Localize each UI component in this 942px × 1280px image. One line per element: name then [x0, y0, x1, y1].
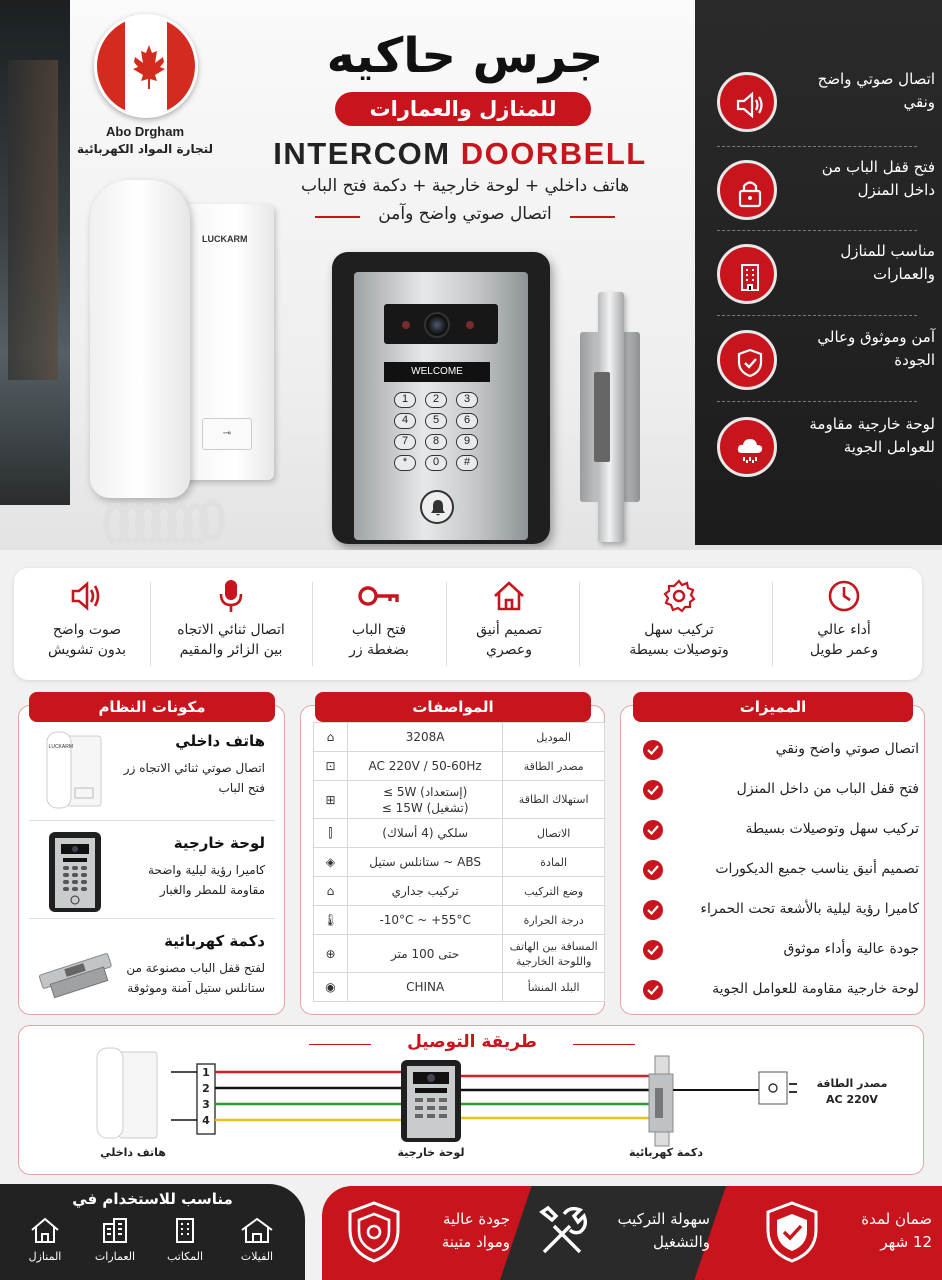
keypad-key: 5	[425, 413, 447, 429]
speaker-icon	[734, 89, 766, 121]
strip-item	[314, 578, 444, 674]
strip-line-1: تركيب سهل	[644, 622, 714, 638]
keypad-key: 9	[456, 434, 478, 450]
feature-check-item	[633, 938, 919, 962]
subtitle-pill: للمنازل والعمارات	[335, 92, 591, 126]
specs-box	[300, 698, 605, 1015]
spec-value: ABS ~ ستانلس ستيل	[347, 848, 502, 877]
brand-block	[60, 124, 230, 156]
spec-key: وضع التركيب	[503, 877, 605, 906]
strip-item	[594, 578, 764, 674]
wiring-label-panel: لوحة خارجية	[397, 1146, 465, 1159]
strip-line-2: وتوصيلات بسيطة	[629, 642, 729, 658]
keypad-key: 8	[425, 434, 447, 450]
feature-text: فتح قفل الباب من داخل المنزل	[736, 781, 919, 797]
power-label-line-2: AC 220V	[826, 1093, 878, 1106]
benefits-strip	[14, 568, 922, 680]
spec-row	[314, 848, 605, 877]
warranty-shield-icon	[764, 1200, 820, 1264]
house-icon	[491, 578, 527, 614]
guarantee-line-1: ضمان لمدة	[861, 1210, 932, 1228]
specs-table	[313, 722, 605, 1002]
english-title-word-1: INTERCOM	[273, 136, 451, 171]
feature-text: تركيب سهل وتوصيلات بسيطة	[745, 821, 919, 837]
feature-text: كاميرا رؤية ليلية بالأشعة تحت الحمراء	[700, 901, 919, 917]
component-desc: اتصال صوتي ثنائي الاتجاه زر فتح الباب	[123, 761, 265, 795]
villa-icon	[240, 1216, 274, 1244]
strip-line-1: صوت واضح	[52, 622, 122, 638]
electric-lock-image	[580, 292, 646, 544]
spec-key: درجة الحرارة	[503, 906, 605, 935]
strip-line-2: بدون تشويش	[47, 642, 127, 658]
spec-value: حتى 100 متر	[347, 935, 502, 973]
features-box-title: المميزات	[633, 692, 913, 722]
component-item	[29, 822, 277, 920]
spec-row	[314, 723, 605, 752]
spec-row	[314, 935, 605, 973]
feature-check-item	[633, 898, 919, 922]
key-icon	[357, 578, 401, 614]
camera-lens-icon	[424, 312, 450, 338]
spec-value-line-1: (إستعداد) 5W ≥	[382, 784, 468, 799]
gear-icon	[661, 578, 697, 614]
component-title: دكمة كهربائية	[164, 932, 265, 950]
component-title: لوحة خارجية	[173, 834, 265, 852]
side-feature-label: فتح قفل الباب من داخل المنزل	[821, 158, 935, 199]
usage-item	[88, 1216, 142, 1263]
spec-value: سلكي (4 أسلاك)	[347, 819, 502, 848]
spec-value: تركيب جداري	[347, 877, 502, 906]
tag-icon: ⌂	[314, 723, 348, 752]
microphone-icon	[213, 578, 249, 614]
lock-icon	[734, 177, 766, 209]
side-feature-label: لوحة خارجية مقاومة للعوامل الجوية	[809, 415, 935, 456]
power-label-line-1: مصدر الطاقة	[816, 1077, 888, 1090]
coiled-cord	[96, 490, 236, 550]
usage-item	[18, 1216, 72, 1263]
rain-cloud-icon	[734, 434, 766, 466]
usage-item	[158, 1216, 212, 1263]
guarantee-text	[836, 1208, 932, 1254]
english-title-word-2: DOORBELL	[460, 136, 647, 171]
guarantee-line-1: سهولة التركيب	[617, 1210, 710, 1228]
usage-panel	[0, 1184, 305, 1280]
guarantee-line-2: والتشغيل	[652, 1233, 710, 1251]
terminal-2: 2	[202, 1082, 210, 1095]
voice-tagline-text: اتصال صوتي واضح وآمن	[378, 204, 552, 224]
terminal-1: 1	[202, 1066, 210, 1079]
guarantee-bar	[322, 1186, 942, 1280]
hero-section	[0, 0, 942, 550]
guarantee-line-2: ومواد متينة	[441, 1233, 510, 1251]
usage-label: الفيلات	[240, 1250, 274, 1263]
panel-welcome-label: WELCOME	[384, 362, 490, 382]
component-desc: لفتح قفل الباب مصنوعة من ستانلس ستيل آمنة وموثوقة	[126, 961, 265, 995]
feature-check-item	[633, 818, 919, 842]
voice-tagline	[315, 204, 615, 228]
feature-text: جودة عالية وأداء موثوق	[783, 941, 919, 957]
guarantee-line-1: جودة عالية	[443, 1210, 510, 1228]
indoor-handset-image	[90, 180, 275, 500]
strip-item	[152, 578, 310, 674]
spec-value-multiline	[347, 781, 502, 819]
door-release-key-icon: ⊸	[202, 418, 252, 450]
outdoor-panel-image	[332, 252, 550, 544]
feature-check-item	[633, 738, 919, 762]
feature-check-item	[633, 778, 919, 802]
bell-icon	[430, 499, 446, 517]
strip-line-1: أداء عالي	[817, 622, 871, 638]
strip-line-2: بين الزائر والمقيم	[179, 642, 283, 658]
side-feature-item	[695, 148, 942, 234]
office-icon	[170, 1216, 200, 1244]
material-icon: ◈	[314, 848, 348, 877]
side-feature-item	[695, 232, 942, 318]
keypad-key: 3	[456, 392, 478, 408]
maple-leaf-icon	[131, 43, 167, 91]
wiring-label-power	[807, 1076, 897, 1108]
side-feature-label: اتصال صوتي واضح ونقي	[817, 70, 935, 111]
strip-item	[444, 578, 574, 674]
power-icon: ⊞	[314, 781, 348, 819]
feature-text: تصميم أنيق يناسب جميع الديكورات	[715, 861, 919, 877]
spec-key: الاتصال	[503, 819, 605, 848]
keypad-key: 1	[394, 392, 416, 408]
keypad-key: *	[394, 455, 416, 471]
feature-text: لوحة خارجية مقاومة للعوامل الجوية	[712, 981, 919, 997]
tools-icon	[534, 1200, 590, 1264]
component-item	[29, 920, 277, 1018]
side-feature-item	[695, 60, 942, 146]
components-box	[18, 698, 285, 1015]
svg-text:LUCKARM: LUCKARM	[48, 744, 73, 750]
page-title: جرس حاكيه	[326, 28, 604, 84]
brand-name: Abo Drgham	[106, 124, 184, 139]
guarantee-item	[332, 1186, 512, 1280]
clock-icon	[826, 578, 862, 614]
strip-line-1: تصميم أنيق	[476, 622, 542, 638]
wire-icon: ⫿	[314, 819, 348, 848]
terminal-3: 3	[202, 1098, 210, 1111]
component-item	[29, 720, 277, 818]
building-icon	[100, 1216, 130, 1244]
wiring-lock-icon	[649, 1056, 673, 1146]
spec-row	[314, 877, 605, 906]
panel-keypad	[394, 392, 484, 471]
features-box	[620, 698, 925, 1015]
wiring-title: طريقة التوصيل	[407, 1032, 537, 1052]
component-desc: كاميرا رؤية ليلية واضحة مقاومة للمطر والغبار	[148, 863, 265, 897]
keypad-key: 6	[456, 413, 478, 429]
feature-check-item	[633, 858, 919, 882]
spec-key: المسافة بين الهاتف واللوحة الخارجية	[503, 935, 605, 973]
spec-key: استهلاك الطاقة	[503, 781, 605, 819]
spec-row	[314, 906, 605, 935]
spec-value-line-2: (تشغيل) 15W ≥	[381, 800, 469, 815]
handset-thumbnail	[37, 730, 113, 810]
strip-item	[28, 578, 146, 674]
english-title	[250, 136, 670, 172]
usage-item	[230, 1216, 284, 1263]
usage-label: العمارات	[94, 1250, 136, 1263]
guarantee-item	[522, 1186, 712, 1280]
keypad-key: #	[456, 455, 478, 471]
distance-icon: ⊕	[314, 935, 348, 973]
strip-line-2: وعصري	[486, 642, 532, 658]
plug-icon: ⊡	[314, 752, 348, 781]
terminal-4: 4	[202, 1114, 210, 1127]
wiring-panel-icon	[401, 1060, 461, 1142]
thermometer-icon: 🌡︎	[314, 906, 348, 935]
electric-lock-thumbnail	[37, 930, 113, 1010]
spec-row	[314, 819, 605, 848]
spec-key: مصدر الطاقة	[503, 752, 605, 781]
feature-check-item	[633, 978, 919, 1002]
spec-value: 3208A	[347, 723, 502, 752]
spec-value: AC 220V / 50-60Hz	[347, 752, 502, 781]
guarantee-item	[752, 1186, 942, 1280]
wiring-label-handset: هاتف داخلي	[100, 1146, 166, 1159]
side-feature-label: مناسب للمنازل والعمارات	[840, 242, 935, 283]
keypad-key: 0	[425, 455, 447, 471]
house-icon: ⌂	[314, 877, 348, 906]
keypad-key: 2	[425, 392, 447, 408]
guarantee-line-2: 12 شهر	[880, 1233, 932, 1251]
spec-row	[314, 973, 605, 1002]
components-box-title: مكونات النظام	[29, 692, 275, 722]
spec-value: CHINA	[347, 973, 502, 1002]
spec-key: الموديل	[503, 723, 605, 752]
guarantee-text	[604, 1208, 710, 1254]
handset-logo: LUCKARM	[202, 234, 248, 244]
keypad-key: 7	[394, 434, 416, 450]
side-feature-item	[695, 318, 942, 404]
bell-button	[420, 490, 454, 524]
home-icon	[30, 1216, 60, 1244]
component-title: هاتف داخلي	[175, 732, 265, 750]
strip-item	[774, 578, 914, 674]
specs-box-title: المواصفات	[315, 692, 591, 722]
usage-label: المنازل	[28, 1250, 62, 1263]
shield-check-icon	[734, 347, 766, 379]
wiring-diagram	[18, 1025, 924, 1175]
canada-flag-logo	[94, 14, 198, 118]
spec-row	[314, 752, 605, 781]
kit-contents: هاتف داخلي + لوحة خارجية + دكمة فتح الباب	[300, 176, 630, 196]
strip-line-1: اتصال ثنائي الاتجاه	[177, 622, 285, 638]
side-feature-item	[695, 405, 942, 491]
wiring-handset-icon	[97, 1048, 157, 1138]
quality-shield-icon	[346, 1200, 402, 1264]
strip-line-2: وعمر طويل	[809, 642, 879, 658]
speaker-icon	[69, 578, 105, 614]
brand-tagline: لتجارة المواد الكهربائية	[76, 142, 214, 156]
side-feature-label: آمن وموثوق وعالي الجودة	[817, 328, 935, 369]
feature-column	[695, 0, 942, 545]
wiring-label-lock: دكمة كهربائية	[629, 1146, 703, 1159]
globe-icon: ◉	[314, 973, 348, 1002]
keypad-key: 4	[394, 413, 416, 429]
entrance-photo	[0, 0, 70, 505]
strip-line-1: فتح الباب	[351, 622, 407, 638]
spec-key: البلد المنشأ	[503, 973, 605, 1002]
strip-line-2: بضغطة زر	[349, 642, 409, 658]
feature-text: اتصال صوتي واضح ونقي	[775, 741, 919, 757]
building-icon	[734, 261, 766, 293]
usage-label: المكاتب	[166, 1250, 204, 1263]
spec-row	[314, 781, 605, 819]
guarantee-text	[412, 1208, 510, 1254]
spec-value: -10°C ~ +55°C	[347, 906, 502, 935]
usage-title: مناسب للاستخدام في	[72, 1190, 233, 1208]
spec-key: المادة	[503, 848, 605, 877]
outdoor-panel-thumbnail	[37, 832, 113, 912]
